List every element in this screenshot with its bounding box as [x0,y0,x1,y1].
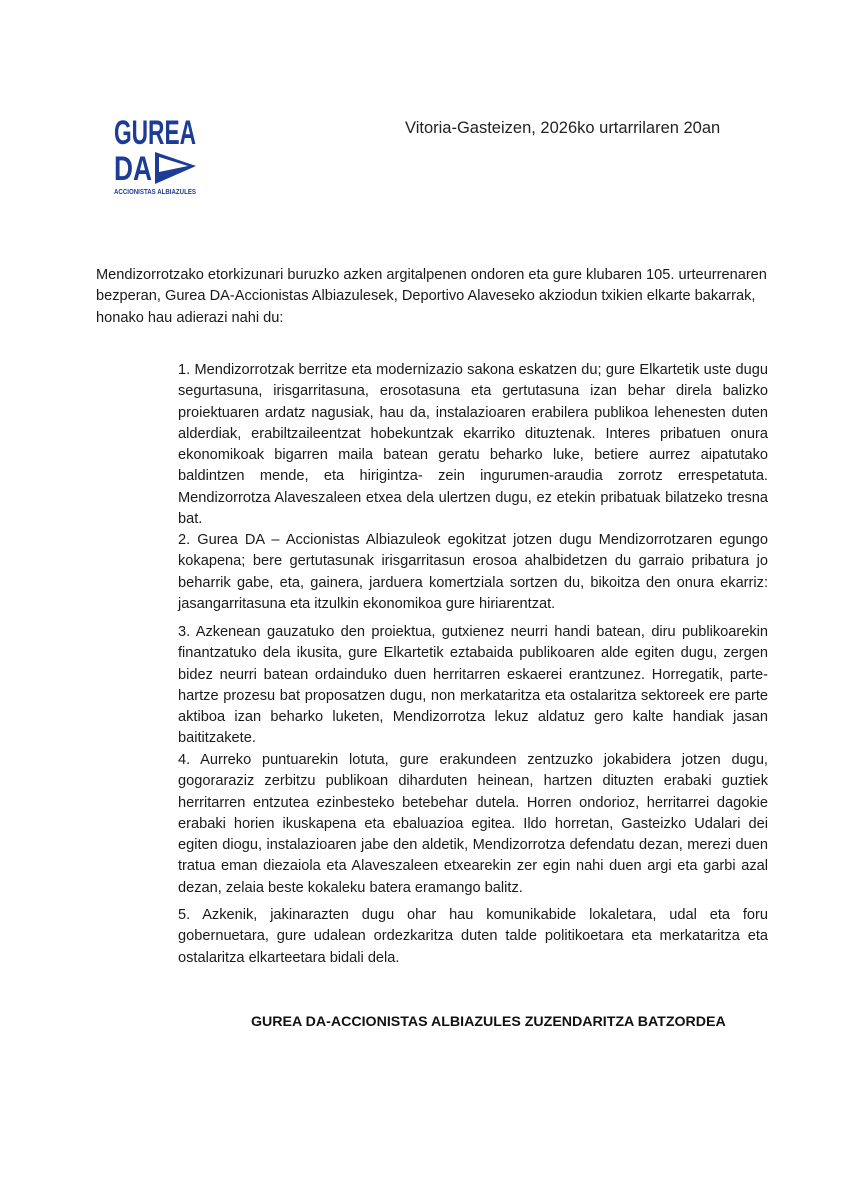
svg-text:DA: DA [114,150,152,188]
date-line: Vitoria-Gasteizen, 2026ko urtarrilaren 20an [405,119,721,137]
point-3: 3. Azkenean gauzatuko den proiektua, gutxienez neurri handi batean, diru publikoarekin finantzatuko dela ikusita, gure Elkartetik eztabaida publikoaren alde egiten dugu, zergen bidez neurri batean ordainduko duen herritarren eskaerei erantzunez. Horregatik, parte-hartze prozesu bat proposatzen dugu, non merkataritza eta ostalaritza sektoreek ere parte aktiboa izan beharko luketen, Mendizorrotza lekuz aldatuz gero kalte handiak jasan baititzakete. [178,624,768,747]
point-4: 4. Aurreko puntuarekin lotuta, gure erakundeen zentzuzko jokabidera jotzen dugu, gogoraraziz zerbitzu publikoan diharduten heinean, hartzen dituzten erabaki guztiek herritarren entzutea ezinbesteko betebehar dutela. Horren ondorioz, herritarrei dagokie erabaki horien ikuskapena eta ebaluazioa egitea. Ildo horretan, Gasteizko Udalari dei egiten diogu, instalazioaren jabe den aldetik, Mendizorrotza defendatu dezan, merezi duen tratua eman diezaiola eta Alaveszaleen etxearekin zer egin nahi duen argi eta garbi azal dezan, zelaia beste kokaleku batera eramango balitz. [178,752,768,896]
signature: GUREA DA-ACCIONISTAS ALBIAZULES ZUZENDARITZA BATZORDEA [251,1014,726,1030]
svg-text:ACCIONISTAS ALBIAZULES: ACCIONISTAS ALBIAZULES [114,189,197,196]
point-2: 2. Gurea DA – Accionistas Albiazuleok egokitzat jotzen dugu Mendizorrotzaren egungo kokapena; bere gertutasunak irisgarritasun erosoa ahalbidetzen du garraio pribatura jo beharrik gabe, eta, gainera, jarduera komertziala sortzen du, bikoitza den onura ekarriz: jasangarritasuna eta itzulkin ekonomikoa gure hiriarentzat. [178,532,768,612]
point-5: 5. Azkenik, jakinarazten dugu ohar hau komunikabide lokaletara, udal eta foru gobernuetara, gure udalean ordezkaritza duten talde politikoetara eta merkataritza eta ostalaritza elkarteetara bidali dela. [178,907,768,966]
point-1: 1. Mendizorrotzak berritze eta modernizazio sakona eskatzen du; gure Elkartetik uste dugu segurtasuna, irisgarritasuna, erosotasuna eta gertutasuna izan behar direla balizko proiektuaren ardatz nagusiak, hau da, instalazioaren erabilera publikoa lehenesten duten alderdiak, erabiltzaileentzat hobekuntzak ekarriko dituztenak. Interes pribatuen onura ekonomikoak bigarren maila batean geratu beharko luke, betiere aurrez aipatutako baldintzen mende, eta hirigintza- zein ingurumen-araudia zorrotz errespetatuta. Mendizorrotza Alaveszaleen etxea dela ulertzen dugu, ez etekin pribatuak bilatzeko tresna bat. [178,362,768,528]
intro-paragraph: Mendizorrotzako etorkizunari buruzko azken argitalpenen ondoren eta gure klubaren 105. urteurrenaren bezperan, Gurea DA-Accionistas Albiazulesek, Deportivo Alaveseko akziodun txikien elkarte bakarrak, honako hau adierazi nahi du: [96,267,767,326]
logo-graphic [112,112,202,202]
gurea-da-logo [112,112,202,202]
svg-text:GUREA: GUREA [114,114,196,152]
